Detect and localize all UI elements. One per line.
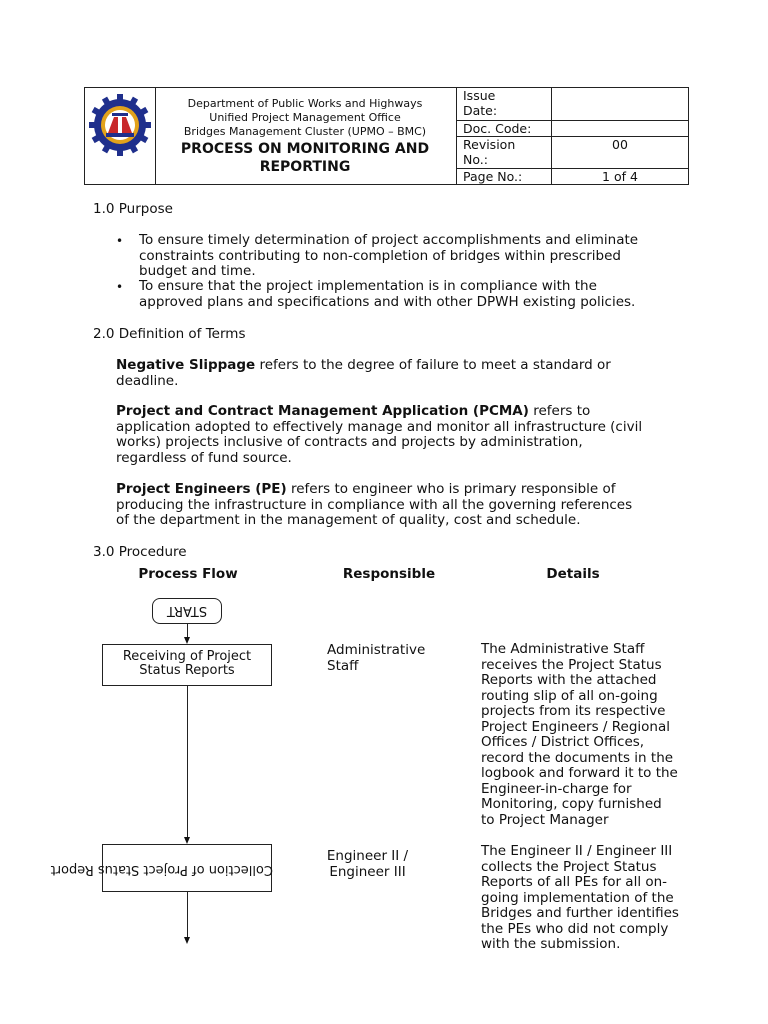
doc-code-label: Doc. Code: (463, 121, 532, 136)
purpose-bullet-1 (139, 233, 675, 280)
page-no-value: 1 of 4 (602, 169, 638, 184)
dpwh-logo-icon (88, 93, 152, 157)
arrow-down-icon (184, 837, 190, 844)
text-line: Staff (327, 658, 359, 674)
column-header-responsible: Responsible (342, 566, 436, 582)
text-line: budget and time. (139, 263, 256, 279)
flow-step-line: Collection of Project Status Report (50, 862, 273, 877)
revision-label-line: No.: (463, 152, 488, 167)
definition-term: Negative Slippage (116, 357, 256, 373)
text-line: deadline. (116, 372, 179, 389)
text-line: application adopted to effectively manage and monitor all infrastructure (civil (116, 418, 643, 435)
arrow-down-icon (184, 637, 190, 644)
revision-label (463, 137, 515, 167)
start-label: START (166, 603, 208, 618)
details-step-1 (481, 642, 689, 827)
purpose-bullet-2 (139, 279, 675, 310)
flow-step-receiving (102, 644, 272, 686)
text-line: Engineer-in-charge for (481, 780, 632, 797)
text-line: with the submission. (481, 936, 621, 952)
definition-project-engineers (116, 482, 675, 529)
document-title-line: REPORTING (259, 159, 351, 175)
text-line (116, 482, 675, 498)
issue-date-label (463, 88, 497, 118)
arrow-down-icon (184, 937, 190, 944)
section-heading-definitions: 2.0 Definition of Terms (93, 326, 246, 342)
definition-text: refers to the degree of failure to meet a standard or (255, 357, 611, 373)
text-line: Offices / District Offices, (481, 734, 645, 750)
details-step-2 (481, 844, 689, 953)
flow-connector-line (187, 892, 188, 938)
text-line: The Administrative Staff (481, 641, 645, 657)
column-header-process-flow: Process Flow (138, 566, 238, 582)
definition-term: Project and Contract Management Application (PCMA) (116, 403, 529, 419)
text-line: approved plans and specifications and with other DPWH existing policies. (139, 293, 636, 310)
text-line (116, 358, 675, 374)
text-line: to Project Manager (481, 811, 609, 828)
bullet-icon: • (116, 280, 124, 294)
text-line: routing slip of all on-going (481, 687, 658, 704)
text-line: projects from its respective (481, 703, 666, 719)
flow-step-line: Receiving of Project (122, 649, 252, 664)
flow-connector-line (187, 686, 188, 838)
text-line: Bridges and further identifies (481, 905, 679, 921)
responsible-step-2 (310, 848, 425, 880)
text-line: the PEs who did not comply (481, 920, 669, 937)
header-divider (155, 88, 156, 184)
definition-text: refers to (528, 403, 591, 419)
text-line: going implementation of the (481, 889, 674, 906)
text-line: producing the infrastructure in compliance with all the governing references (116, 496, 633, 513)
text-line: The Engineer II / Engineer III (481, 843, 673, 859)
text-line: Reports of all PEs for all on- (481, 874, 668, 890)
definition-term: Project Engineers (PE) (116, 481, 287, 497)
org-name-line: Department of Public Works and Highways (187, 97, 423, 110)
text-line: collects the Project Status (481, 858, 657, 875)
page-no-label: Page No.: (463, 169, 523, 184)
text-line: constraints contributing to non-completion of bridges within prescribed (139, 247, 621, 264)
text-line: Engineer III (329, 864, 406, 880)
flow-step-line: Status Reports (139, 663, 235, 678)
text-line: regardless of fund source. (116, 449, 292, 466)
text-line: of the department in the management of quality, cost and schedule. (116, 512, 581, 528)
text-line (116, 404, 675, 420)
text-line: To ensure that the project implementation is in compliance with the (139, 278, 597, 294)
definition-pcma (116, 404, 675, 466)
definition-text: refers to engineer who is primary responsible of (286, 481, 616, 497)
text-line: receives the Project Status (481, 656, 662, 673)
document-title-line: PROCESS ON MONITORING AND (180, 141, 430, 157)
document-title (160, 140, 450, 176)
text-line: works) projects inclusive of contracts and projects by administration, (116, 434, 583, 450)
text-line: Project Engineers / Regional (481, 718, 671, 735)
section-heading-procedure: 3.0 Procedure (93, 544, 187, 560)
section-heading-purpose: 1.0 Purpose (93, 201, 173, 217)
org-name-line: Unified Project Management Office (209, 111, 401, 124)
text-line: Reports with the attached (481, 672, 657, 688)
org-name-line: Bridges Management Cluster (UPMO – BMC) (183, 125, 427, 138)
text-line: Administrative (327, 642, 426, 658)
text-line: logbook and forward it to the (481, 765, 678, 781)
column-header-details: Details (546, 566, 600, 582)
bullet-icon: • (116, 234, 124, 248)
text-line: Monitoring, copy furnished (481, 796, 662, 812)
text-line: Engineer II / (326, 848, 409, 864)
flow-step-collection (50, 844, 273, 892)
flow-start-terminator (152, 598, 222, 624)
text-line: record the documents in the (481, 749, 674, 766)
responsible-step-1 (327, 642, 467, 674)
definition-negative-slippage (116, 358, 675, 389)
issue-date-label-line: Date: (463, 103, 498, 118)
flow-connector-line (187, 624, 188, 638)
text-line: To ensure timely determination of project accomplishments and eliminate (139, 232, 639, 248)
issue-date-label-line: Issue (463, 88, 496, 103)
revision-label-line: Revision (463, 137, 516, 152)
revision-value: 00 (612, 137, 628, 152)
